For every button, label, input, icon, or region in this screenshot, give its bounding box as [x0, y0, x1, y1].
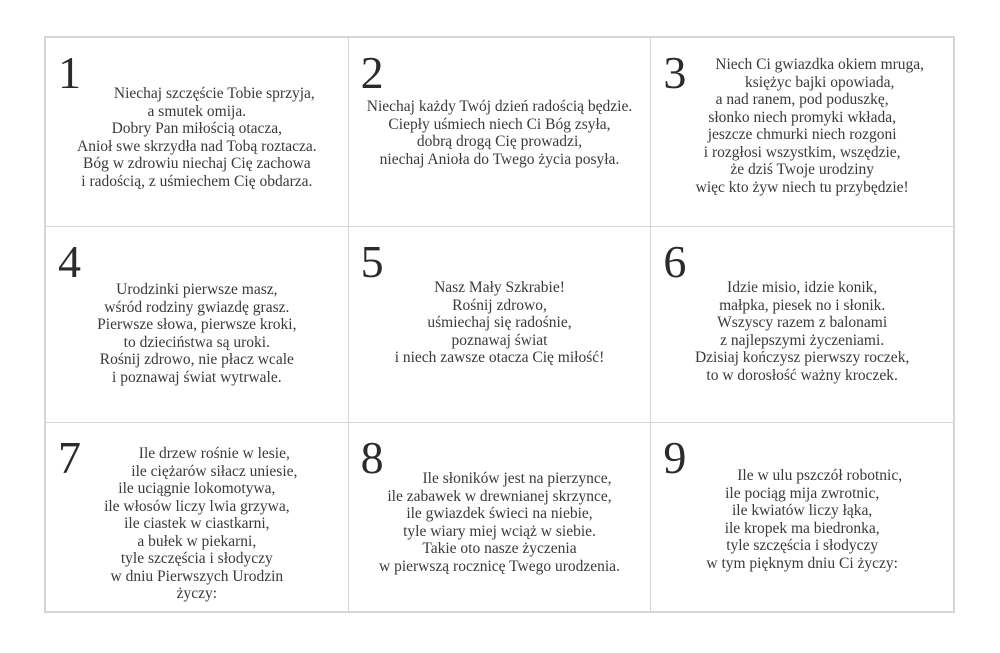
poem-text-9 — [657, 467, 947, 572]
poem-line: w pierwszą rocznicę Twego urodzenia. — [379, 557, 620, 575]
poem-line: Niechaj każdy Twój dzień radością będzie. — [366, 98, 633, 115]
poem-line: że dziś Twoje urodziny — [730, 161, 874, 178]
poem-text-7 — [52, 445, 342, 603]
card-number-6: 6 — [663, 236, 687, 287]
poem-line: ile zabawek w drewnianej skrzynce, — [387, 487, 612, 505]
poem-line: ile kwiatów liczy łąka, — [732, 502, 873, 519]
poem-text-1 — [52, 85, 342, 190]
poem-line: ile gwiazdek świeci na niebie, — [406, 505, 593, 522]
poem-line: ile ciastek w ciastkarni, — [124, 515, 270, 532]
card-number-4: 4 — [58, 236, 81, 287]
poem-line: Nasz Mały Szkrabie! — [434, 279, 565, 296]
verse-card-1 — [45, 37, 348, 227]
poem-line: a smutek omija. — [147, 102, 247, 120]
poem-line: więc kto żyw niech tu przybędzie! — [695, 178, 909, 196]
poem-line: a bułek w piekarni, — [137, 532, 257, 550]
poem-line: słonko niech promyki wkłada, — [708, 108, 897, 126]
poem-line: to dzieciństwa są uroki. — [123, 333, 270, 351]
poem-line: Ile w ulu pszczół robotnic, — [737, 467, 903, 484]
poem-line: Urodzinki pierwsze masz, — [116, 281, 278, 298]
card-number-8: 8 — [360, 432, 384, 483]
poem-text-4 — [52, 281, 342, 386]
poem-line: tyle szczęścia i słodyczy — [120, 550, 273, 567]
verse-card-8 — [348, 423, 651, 613]
card-number-7: 7 — [58, 432, 81, 483]
poem-line: tyle wiary miej wciąż w siebie. — [403, 522, 596, 540]
poem-line: ile włosów liczy lwia grzywa, — [104, 497, 290, 515]
poem-line: małpka, piesek no i słonik. — [719, 296, 886, 314]
poem-line: jeszcze chmurki niech rozgoni — [707, 126, 897, 143]
poem-line: Ciepły uśmiech niech Ci Bóg zsyła, — [388, 115, 611, 133]
poem-line: i niech zawsze otacza Cię miłość! — [394, 349, 605, 366]
verse-card-2 — [348, 37, 651, 227]
poem-line: Dzisiaj kończysz pierwszy roczek, — [694, 349, 910, 366]
poem-line: uśmiechaj się radośnie, — [427, 314, 572, 331]
poem-text-2 — [355, 98, 645, 168]
poem-line: Rośnij zdrowo, nie płacz wcale — [99, 351, 294, 368]
verse-card-9 — [651, 423, 954, 613]
poem-text-8 — [355, 470, 645, 575]
poem-line: Pierwsze słowa, pierwsze kroki, — [97, 316, 297, 333]
poem-line: i poznawaj świat wytrwale. — [112, 368, 282, 386]
poem-text-5 — [355, 279, 645, 367]
poem-line: księżyc bajki opowiada, — [744, 73, 895, 91]
verse-card-5 — [348, 227, 651, 423]
poem-line: w tym pięknym dniu Ci życzy: — [706, 554, 898, 572]
poem-text-6 — [657, 279, 947, 384]
poem-line: Rośnij zdrowo, — [452, 296, 547, 314]
poem-line: tyle szczęścia i słodyczy — [726, 537, 879, 554]
poem-line: Takie oto nasze życzenia — [422, 540, 577, 557]
poem-line: niechaj Anioła do Twego życia posyła. — [379, 150, 620, 168]
verse-card-7 — [45, 423, 348, 613]
poem-line: poznawaj świat — [451, 331, 548, 349]
verse-card-4 — [45, 227, 348, 423]
card-number-9: 9 — [663, 432, 687, 483]
poem-line: z najlepszymi życzeniami. — [720, 331, 885, 349]
poem-line: ile pociąg mija zwrotnic, — [725, 484, 880, 502]
card-number-2: 2 — [360, 47, 384, 98]
poem-text-3 — [657, 47, 947, 196]
poem-line: Bóg w zdrowiu niechaj Cię zachowa — [82, 155, 311, 172]
card-number-1: 1 — [58, 47, 81, 98]
poem-line: ile ciężarów siłacz uniesie, — [131, 462, 298, 480]
verse-card-6 — [651, 227, 954, 423]
card-number-5: 5 — [360, 236, 384, 287]
poem-line: Niech Ci gwiazdka okiem mruga, — [715, 56, 925, 73]
verse-card-3 — [651, 37, 954, 227]
poem-line: dobrą drogą Cię prowadzi, — [416, 133, 583, 150]
poem-line: Idzie misio, idzie konik, — [727, 279, 878, 296]
poem-line: to w dorosłość ważny kroczek. — [706, 366, 898, 384]
poem-line: i rozgłosi wszystkim, wszędzie, — [703, 143, 901, 161]
card-number-3: 3 — [663, 47, 687, 98]
poem-line: ile kropek ma biedronka, — [724, 519, 880, 537]
poem-line: i radością, z uśmiechem Cię obdarza. — [81, 172, 313, 190]
verse-grid — [44, 36, 955, 613]
poem-line: Ile drzew rośnie w lesie, — [138, 445, 290, 462]
poem-line: Anioł swe skrzydła nad Tobą roztacza. — [77, 137, 317, 155]
poem-line: Wszyscy razem z balonami — [717, 314, 888, 331]
poem-line: życzy: — [176, 585, 218, 602]
poem-line: a nad ranem, pod poduszkę, — [715, 91, 889, 108]
poem-line: w dniu Pierwszych Urodzin — [110, 567, 284, 585]
poem-line: Niechaj szczęście Tobie sprzyja, — [113, 85, 315, 102]
poem-line: wśród rodziny gwiazdę grasz. — [104, 298, 290, 316]
poem-line: Ile słoników jest na pierzynce, — [422, 470, 612, 487]
poem-line: ile uciągnie lokomotywa, — [118, 480, 276, 497]
poem-line: Dobry Pan miłością otacza, — [111, 120, 283, 137]
